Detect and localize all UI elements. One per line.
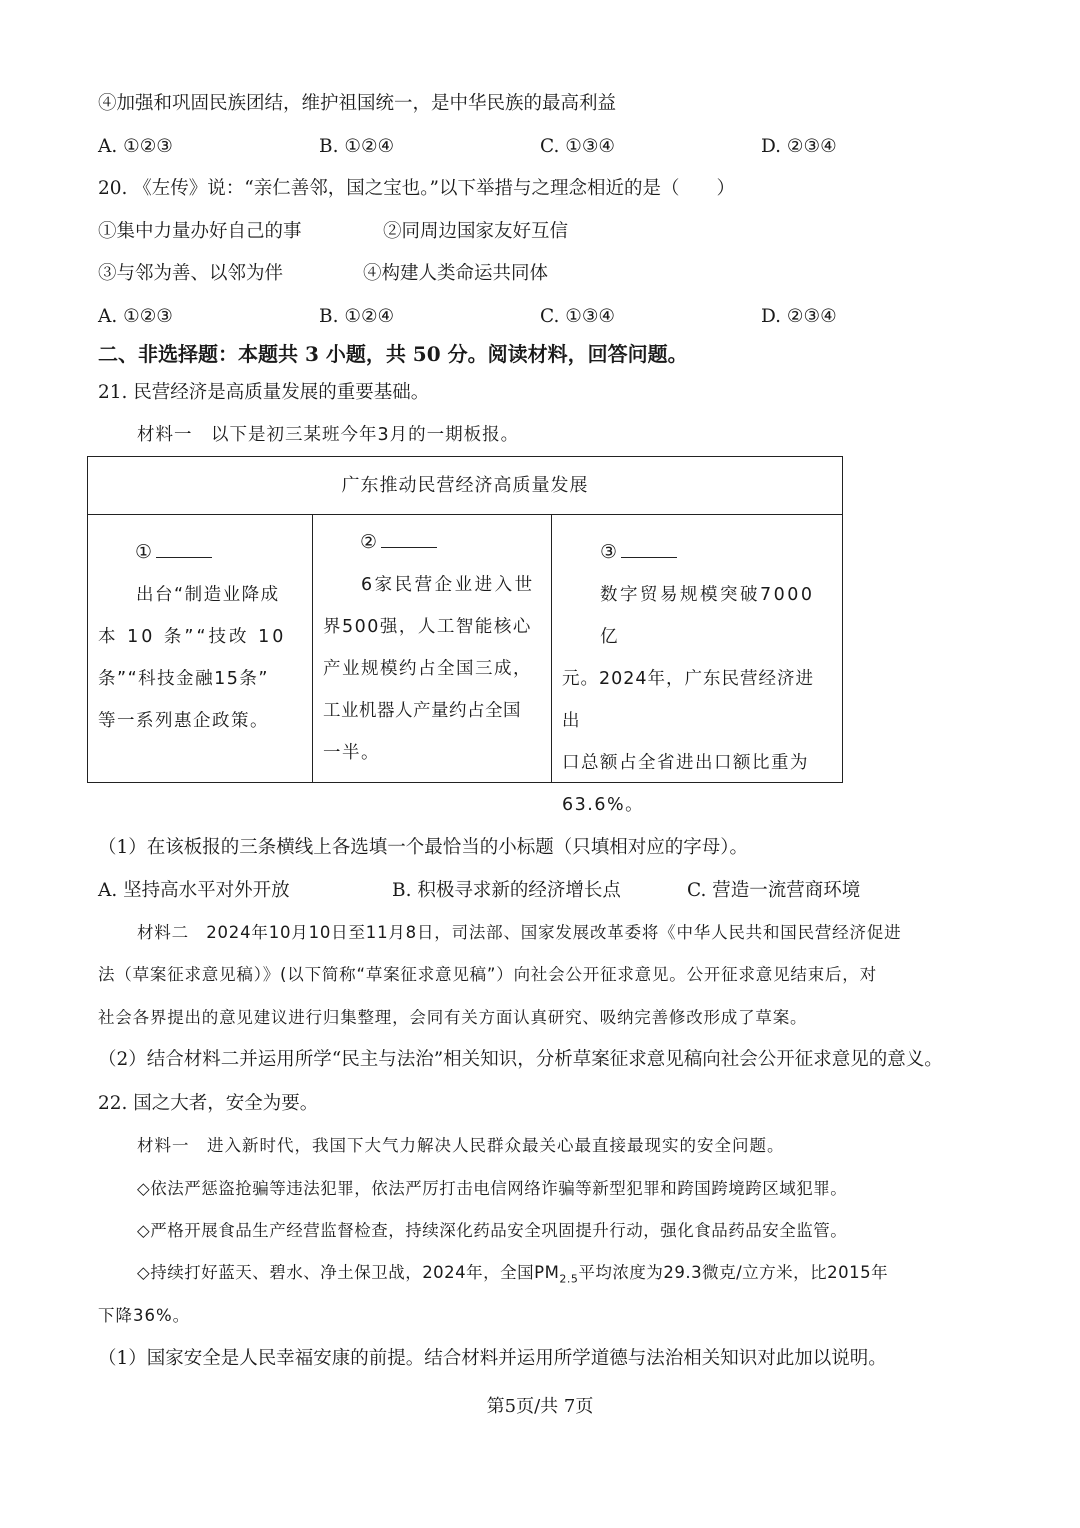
q20-option-a: A. ①②③: [98, 306, 173, 327]
board-title: 广东推动民营经济高质量发展: [88, 457, 842, 515]
q20-item-3: ③与邻为善、以邻为伴: [98, 263, 284, 284]
q20-item-1: ①集中力量办好自己的事: [98, 221, 302, 242]
q22-bullet-3-part-a: ◇持续打好蓝天、碧水、净土保卫战，2024年，全国PM: [137, 1263, 560, 1282]
q22-bullet-2: ◇严格开展食品生产经营监督检查，持续深化药品安全巩固提升行动，强化食品药品安全监管。: [137, 1221, 848, 1240]
q22-bullet-3: [137, 1259, 888, 1293]
board-col-2-text: 界500强，人工智能核心: [323, 617, 532, 637]
blackboard-table: [87, 456, 843, 815]
board-col-2-text: 产业规模约占全国三成，: [323, 659, 532, 679]
q22-stem: 22. 国之大者，安全为要。: [98, 1093, 319, 1114]
q21-sub1-option-b: B. 积极寻求新的经济增长点: [392, 880, 621, 901]
q20-option-c: C. ①③④: [540, 306, 616, 327]
board-col-2-text: 一半。: [323, 743, 380, 763]
board-col-1-text: 等一系列惠企政策。: [98, 711, 269, 731]
q21-sub1-option-a: A. 坚持高水平对外开放: [98, 880, 290, 901]
q21-stem: 21. 民营经济是高质量发展的重要基础。: [98, 382, 430, 403]
board-col-2-text: 工业机器人产量约占全国: [323, 701, 521, 721]
board-col-3-text: 63.6%。: [562, 795, 645, 815]
blank-number-2: ②: [360, 531, 379, 553]
section-2-header: 二、非选择题：本题共 3 小题，共 50 分。阅读材料，回答问题。: [98, 342, 688, 366]
board-col-1: [88, 515, 313, 782]
q20-option-d: D. ②③④: [761, 306, 837, 327]
board-col-1-text: 出台“制造业降成: [136, 585, 280, 605]
board-col-3-text: 数字贸易规模突破7000亿: [600, 585, 815, 647]
q19-option-b: B. ①②④: [319, 136, 395, 157]
blank-line-2[interactable]: [381, 529, 437, 548]
q20-item-2: ②同周边国家友好互信: [383, 221, 569, 242]
blank-line-1[interactable]: [156, 539, 212, 558]
q19-option-d: D. ②③④: [761, 136, 837, 157]
board-col-1-text: 条”“科技金融15条”: [98, 669, 269, 689]
board-col-1-heading: [98, 531, 302, 574]
q19-item-4: ④加强和巩固民族团结，维护祖国统一，是中华民族的最高利益: [98, 93, 617, 114]
q21-sub1-option-c: C. 营造一流营商环境: [687, 880, 861, 901]
blank-number-1: ①: [135, 541, 154, 563]
q21-material-1: 材料一 以下是初三某班今年3月的一期板报。: [137, 425, 520, 445]
pm-subscript: 2.5: [559, 1272, 579, 1286]
q19-option-a: A. ①②③: [98, 136, 173, 157]
board-col-2-heading: [323, 521, 541, 564]
q21-material-2-line: 法（草案征求意见稿）》(以下简称“草案征求意见稿”）向社会公开征求意见。公开征求意见结束后，对: [98, 965, 877, 984]
page-footer: 第5页/共 7页: [486, 1396, 594, 1417]
board-col-2-text: 6家民营企业进入世: [361, 575, 535, 595]
blank-line-3[interactable]: [621, 539, 677, 558]
q21-sub-question-1: （1）在该板报的三条横线上各选填一个最恰当的小标题（只填相对应的字母）。: [98, 837, 749, 858]
q22-bullet-1: ◇依法严惩盗抢骗等违法犯罪，依法严厉打击电信网络诈骗等新型犯罪和跨国跨境跨区域犯罪。: [137, 1179, 848, 1198]
q21-material-2-line: 社会各界提出的意见建议进行归集整理，会同有关方面认真研究、吸纳完善修改形成了草案。: [98, 1008, 808, 1027]
board-col-2: [313, 515, 552, 782]
q20-option-b: B. ①②④: [319, 306, 395, 327]
blank-number-3: ③: [600, 541, 619, 563]
board-col-3-heading: [562, 531, 831, 574]
q21-material-2-line: 材料二 2024年10月10日至11月8日，司法部、国家发展改革委将《中华人民共和国民营经济促进: [137, 923, 902, 942]
q22-sub-question-1: （1）国家安全是人民幸福安康的前提。结合材料并运用所学道德与法治相关知识对此加以说明。: [98, 1348, 887, 1369]
q22-material-1: 材料一 进入新时代，我国下大气力解决人民群众最关心最直接最现实的安全问题。: [137, 1136, 785, 1155]
board-col-3-text: 元。2024年，广东民营经济进出: [562, 669, 815, 731]
q22-bullet-3-part-b: 平均浓度为29.3微克/立方米，比2015年: [578, 1263, 889, 1282]
q21-sub-question-2: （2）结合材料二并运用所学“民主与法治”相关知识，分析草案征求意见稿向社会公开征求意见的意义。: [98, 1049, 943, 1070]
board-col-3-text: 口总额占全省进出口额比重为: [562, 753, 809, 773]
q19-option-c: C. ①③④: [540, 136, 616, 157]
board-col-1-text: 本 10 条”“技改 10: [98, 627, 287, 647]
q22-bullet-3-continued: 下降36%。: [98, 1306, 191, 1325]
board-col-3: [552, 515, 841, 815]
q20-stem: 20. 《左传》说：“亲仁善邻，国之宝也。”以下举措与之理念相近的是（ ）: [98, 178, 735, 199]
q20-item-4: ④构建人类命运共同体: [363, 263, 549, 284]
